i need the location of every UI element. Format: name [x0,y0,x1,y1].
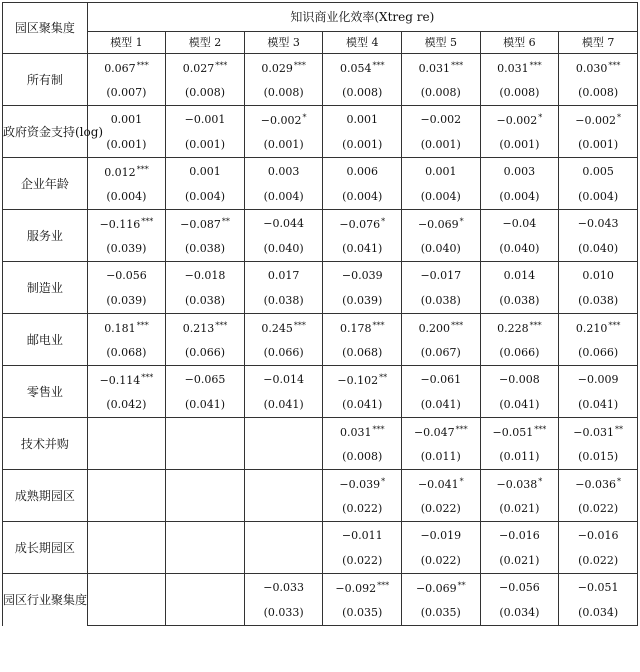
std-error-cell: (0.008) [402,81,481,106]
std-error-cell: (0.008) [244,81,323,106]
variable-name: 成熟期园区 [3,470,88,522]
coefficient-cell [166,418,245,446]
std-error-cell: (0.039) [87,237,166,262]
coefficient-value: −0.036 [575,478,616,491]
coefficient-cell [87,262,166,290]
std-error-cell: (0.042) [87,393,166,418]
std-error-cell: (0.035) [402,601,481,626]
coefficient-value: 0.181 [104,322,136,335]
coefficient-value: −0.102 [337,374,379,387]
variable-name: 邮电业 [3,314,88,366]
coefficient-cell [87,366,166,394]
coefficient-cell [402,574,481,602]
coefficient-cell [166,522,245,550]
std-error-cell: (0.068) [87,341,166,366]
coefficient-value: 0.001 [346,112,378,126]
model-header: 模型 4 [323,32,402,54]
significance-stars: *** [534,425,547,434]
table-row-std-error [3,549,638,574]
coefficient-cell [402,314,481,342]
std-error-cell: (0.001) [87,133,166,158]
table-row-std-error [3,601,638,626]
std-error-cell: (0.041) [244,393,323,418]
header-row-group [3,3,638,32]
std-error-cell [244,497,323,522]
std-error-cell: (0.041) [323,237,402,262]
model-header: 模型 7 [559,32,638,54]
significance-stars: *** [529,321,542,330]
coefficient-value: −0.017 [420,268,462,282]
significance-stars: ** [379,373,388,382]
significance-stars: *** [608,321,621,330]
significance-stars: *** [215,321,228,330]
std-error-cell: (0.038) [480,289,559,314]
coefficient-cell [402,262,481,290]
coefficient-value: −0.043 [577,216,619,230]
model-header: 模型 1 [87,32,166,54]
coefficient-value: −0.016 [577,528,619,542]
model-header: 模型 5 [402,32,481,54]
coefficient-cell [559,522,638,550]
coefficient-cell [87,418,166,446]
coefficient-value: 0.006 [346,164,378,178]
coefficient-cell [87,158,166,186]
coefficient-cell [323,366,402,394]
table-row-estimate [3,522,638,550]
significance-stars: ** [614,425,623,434]
table-row-std-error [3,289,638,314]
coefficient-value: 0.030 [575,62,608,75]
coefficient-cell [559,470,638,498]
std-error-cell [87,601,166,626]
table-row-estimate [3,210,638,238]
coefficient-cell [244,158,323,186]
std-error-cell: (0.015) [559,445,638,470]
table-row-estimate [3,158,638,186]
std-error-cell: (0.022) [323,497,402,522]
coefficient-cell [559,158,638,186]
coefficient-cell [244,262,323,290]
std-error-cell: (0.001) [559,133,638,158]
coefficient-value: 0.031 [339,426,372,439]
coefficient-value: −0.002 [420,112,462,126]
coefficient-value: 0.012 [104,166,136,179]
coefficient-cell [323,210,402,238]
coefficient-value: −0.039 [339,478,381,491]
std-error-cell: (0.001) [402,133,481,158]
std-error-cell: (0.038) [166,289,245,314]
model-header: 模型 2 [166,32,245,54]
coefficient-cell [87,314,166,342]
table-row-std-error [3,341,638,366]
coefficient-value: 0.031 [497,62,529,75]
coefficient-value: −0.033 [263,580,304,594]
coefficient-cell [559,54,638,82]
coefficient-cell [480,210,559,238]
significance-stars: *** [529,61,542,70]
std-error-cell: (0.041) [323,393,402,418]
std-error-cell: (0.022) [323,549,402,574]
coefficient-cell [323,158,402,186]
std-error-cell: (0.041) [166,393,245,418]
coefficient-cell [323,54,402,82]
coefficient-cell [166,314,245,342]
coefficient-cell [323,418,402,446]
std-error-cell: (0.066) [559,341,638,366]
table-row-estimate [3,106,638,134]
significance-stars: * [538,477,543,486]
coefficient-cell [166,574,245,602]
coefficient-value: −0.044 [263,216,304,230]
table-row-std-error [3,445,638,470]
table-row-estimate [3,262,638,290]
std-error-cell: (0.034) [559,601,638,626]
std-error-cell: (0.004) [166,185,245,210]
coefficient-value: −0.069 [415,582,457,595]
significance-stars: * [302,113,307,122]
coefficient-value: −0.039 [341,268,383,282]
significance-stars: *** [293,321,306,330]
std-error-cell: (0.004) [559,185,638,210]
std-error-cell: (0.040) [559,237,638,262]
coefficient-value: 0.067 [104,62,136,75]
significance-stars: * [616,477,621,486]
coefficient-value: −0.056 [106,268,147,282]
significance-stars: * [459,477,464,486]
std-error-cell: (0.004) [480,185,559,210]
coefficient-cell [323,574,402,602]
std-error-cell: (0.039) [323,289,402,314]
regression-table [2,2,638,626]
std-error-cell [244,445,323,470]
coefficient-cell [166,366,245,394]
coefficient-cell [402,366,481,394]
std-error-cell: (0.040) [480,237,559,262]
std-error-cell: (0.022) [402,497,481,522]
coefficient-value: −0.018 [184,268,226,282]
variable-name: 零售业 [3,366,88,418]
variable-name: 制造业 [3,262,88,314]
model-header: 模型 3 [244,32,323,54]
std-error-cell: (0.001) [244,133,323,158]
std-error-cell: (0.011) [480,445,559,470]
std-error-cell: (0.008) [323,445,402,470]
std-error-cell: (0.035) [323,601,402,626]
coefficient-cell [244,522,323,550]
std-error-cell: (0.066) [166,341,245,366]
coefficient-cell [323,314,402,342]
table-row-estimate [3,54,638,82]
coefficient-value: 0.178 [339,322,372,335]
std-error-cell: (0.038) [166,237,245,262]
coefficient-cell [244,210,323,238]
coefficient-value: 0.210 [575,322,608,335]
std-error-cell: (0.022) [402,549,481,574]
coefficient-value: −0.076 [339,218,381,231]
std-error-cell: (0.041) [559,393,638,418]
coefficient-value: 0.001 [425,164,457,178]
coefficient-value: −0.041 [417,478,459,491]
coefficient-cell [559,262,638,290]
coefficient-value: −0.087 [180,218,221,231]
std-error-cell: (0.021) [480,549,559,574]
header-row-models [3,32,638,54]
table-row-std-error [3,393,638,418]
coefficient-cell [244,314,323,342]
variable-name: 服务业 [3,210,88,262]
std-error-cell: (0.001) [480,133,559,158]
coefficient-value: −0.002 [260,114,302,127]
significance-stars: *** [455,425,468,434]
coefficient-cell [402,158,481,186]
coefficient-value: −0.002 [496,114,538,127]
variable-name: 企业年龄 [3,158,88,210]
coefficient-value: 0.029 [261,62,293,75]
coefficient-cell [166,210,245,238]
coefficient-value: −0.019 [420,528,462,542]
std-error-cell [166,497,245,522]
table-body [3,54,638,626]
coefficient-cell [559,366,638,394]
coefficient-cell [559,210,638,238]
std-error-cell: (0.004) [87,185,166,210]
significance-stars: * [616,113,621,122]
significance-stars: * [381,477,386,486]
significance-stars: *** [608,61,621,70]
coefficient-cell [480,366,559,394]
coefficient-cell [480,262,559,290]
coefficient-value: 0.001 [189,164,221,178]
std-error-cell: (0.022) [559,497,638,522]
std-error-cell: (0.007) [87,81,166,106]
coefficient-value: −0.001 [184,112,226,126]
coefficient-value: −0.031 [573,426,614,439]
coefficient-value: −0.051 [492,426,534,439]
std-error-cell: (0.021) [480,497,559,522]
coefficient-value: −0.011 [341,528,383,542]
std-error-cell: (0.038) [244,289,323,314]
coefficient-value: 0.200 [418,322,451,335]
significance-stars: *** [372,61,385,70]
std-error-cell: (0.040) [244,237,323,262]
coefficient-value: 0.003 [267,164,300,178]
significance-stars: ** [221,217,230,226]
coefficient-cell [244,574,323,602]
coefficient-value: −0.04 [502,216,537,230]
std-error-cell [244,549,323,574]
significance-stars: *** [377,581,390,590]
coefficient-cell [244,54,323,82]
std-error-cell: (0.004) [323,185,402,210]
std-error-cell: (0.001) [166,133,245,158]
coefficient-cell [402,54,481,82]
coefficient-cell [402,470,481,498]
coefficient-value: −0.051 [577,580,619,594]
coefficient-value: 0.017 [267,268,300,282]
coefficient-cell [323,262,402,290]
std-error-cell: (0.001) [323,133,402,158]
coefficient-cell [480,470,559,498]
variable-name: 所有制 [3,54,88,106]
significance-stars: * [459,217,464,226]
std-error-cell [166,445,245,470]
coefficient-cell [166,54,245,82]
coefficient-value: −0.061 [420,372,462,386]
coefficient-value: 0.014 [503,268,536,282]
significance-stars: *** [293,61,306,70]
table-row-estimate [3,418,638,446]
coefficient-cell [244,470,323,498]
coefficient-cell [480,418,559,446]
coefficient-cell [480,574,559,602]
std-error-cell: (0.008) [559,81,638,106]
std-error-cell: (0.022) [559,549,638,574]
table-row-estimate [3,314,638,342]
table-row-estimate [3,574,638,602]
coefficient-value: −0.009 [577,372,619,386]
variable-name: 园区行业聚集度 [3,574,88,626]
coefficient-cell [323,522,402,550]
std-error-cell [87,445,166,470]
significance-stars: *** [215,61,228,70]
coefficient-value: 0.027 [182,62,215,75]
coefficient-value: −0.008 [499,372,540,386]
table-row-std-error [3,497,638,522]
variable-name: 政府资金支持(log) [3,106,88,158]
coefficient-cell [480,54,559,82]
significance-stars: *** [136,165,149,174]
coefficient-cell [87,210,166,238]
group-header: 知识商业化效率(Xtreg re) [87,3,637,32]
coefficient-cell [166,158,245,186]
coefficient-cell [559,574,638,602]
significance-stars: ** [457,581,466,590]
coefficient-cell [480,158,559,186]
coefficient-value: −0.002 [575,114,616,127]
variable-name: 成长期园区 [3,522,88,574]
std-error-cell: (0.004) [244,185,323,210]
significance-stars: *** [136,321,149,330]
std-error-cell: (0.038) [559,289,638,314]
coefficient-cell [559,418,638,446]
coefficient-value: 0.228 [497,322,529,335]
table-row-std-error [3,81,638,106]
table-row-estimate [3,366,638,394]
std-error-cell: (0.008) [480,81,559,106]
variable-name: 技术并购 [3,418,88,470]
model-header: 模型 6 [480,32,559,54]
significance-stars: *** [141,373,154,382]
coefficient-value: −0.116 [99,218,141,231]
std-error-cell: (0.034) [480,601,559,626]
std-error-cell: (0.041) [402,393,481,418]
coefficient-value: −0.092 [335,582,377,595]
std-error-cell [166,549,245,574]
table-row-std-error [3,185,638,210]
std-error-cell: (0.040) [402,237,481,262]
std-error-cell [166,601,245,626]
coefficient-value: −0.065 [184,372,226,386]
coefficient-value: −0.014 [263,372,304,386]
coefficient-cell [323,106,402,134]
coefficient-cell [244,418,323,446]
std-error-cell: (0.008) [166,81,245,106]
coefficient-cell [166,106,245,134]
std-error-cell: (0.067) [402,341,481,366]
coefficient-value: 0.031 [418,62,451,75]
std-error-cell: (0.039) [87,289,166,314]
significance-stars: * [538,113,543,122]
std-error-cell: (0.011) [402,445,481,470]
std-error-cell: (0.038) [402,289,481,314]
coefficient-value: −0.047 [413,426,455,439]
coefficient-value: −0.114 [99,374,141,387]
std-error-cell [87,497,166,522]
std-error-cell: (0.008) [323,81,402,106]
significance-stars: *** [372,425,385,434]
coefficient-value: −0.069 [417,218,459,231]
std-error-cell: (0.004) [402,185,481,210]
significance-stars: *** [451,321,464,330]
std-error-cell: (0.033) [244,601,323,626]
coefficient-value: −0.016 [499,528,540,542]
std-error-cell: (0.041) [480,393,559,418]
coefficient-cell [87,522,166,550]
std-error-cell: (0.068) [323,341,402,366]
significance-stars: *** [141,217,154,226]
coefficient-value: 0.010 [582,268,614,282]
coefficient-cell [480,522,559,550]
coefficient-cell [87,470,166,498]
significance-stars: * [381,217,386,226]
coefficient-cell [402,418,481,446]
significance-stars: *** [136,61,149,70]
coefficient-cell [87,574,166,602]
coefficient-value: 0.054 [339,62,372,75]
table-row-estimate [3,470,638,498]
coefficient-cell [559,314,638,342]
coefficient-cell [244,106,323,134]
std-error-cell [87,549,166,574]
table-row-std-error [3,237,638,262]
coefficient-cell [480,106,559,134]
std-error-cell: (0.066) [244,341,323,366]
coefficient-value: 0.003 [503,164,536,178]
coefficient-cell [244,366,323,394]
coefficient-value: 0.213 [182,322,215,335]
coefficient-cell [87,54,166,82]
coefficient-cell [402,106,481,134]
significance-stars: *** [451,61,464,70]
coefficient-cell [166,470,245,498]
coefficient-value: −0.038 [496,478,538,491]
coefficient-cell [559,106,638,134]
coefficient-value: −0.056 [499,580,540,594]
stub-header: 园区聚集度 [3,3,88,54]
coefficient-value: 0.001 [110,112,143,126]
coefficient-cell [480,314,559,342]
significance-stars: *** [372,321,385,330]
coefficient-value: 0.005 [582,164,614,178]
coefficient-cell [166,262,245,290]
coefficient-cell [402,210,481,238]
coefficient-cell [402,522,481,550]
std-error-cell: (0.066) [480,341,559,366]
coefficient-cell [323,470,402,498]
coefficient-value: 0.245 [261,322,293,335]
